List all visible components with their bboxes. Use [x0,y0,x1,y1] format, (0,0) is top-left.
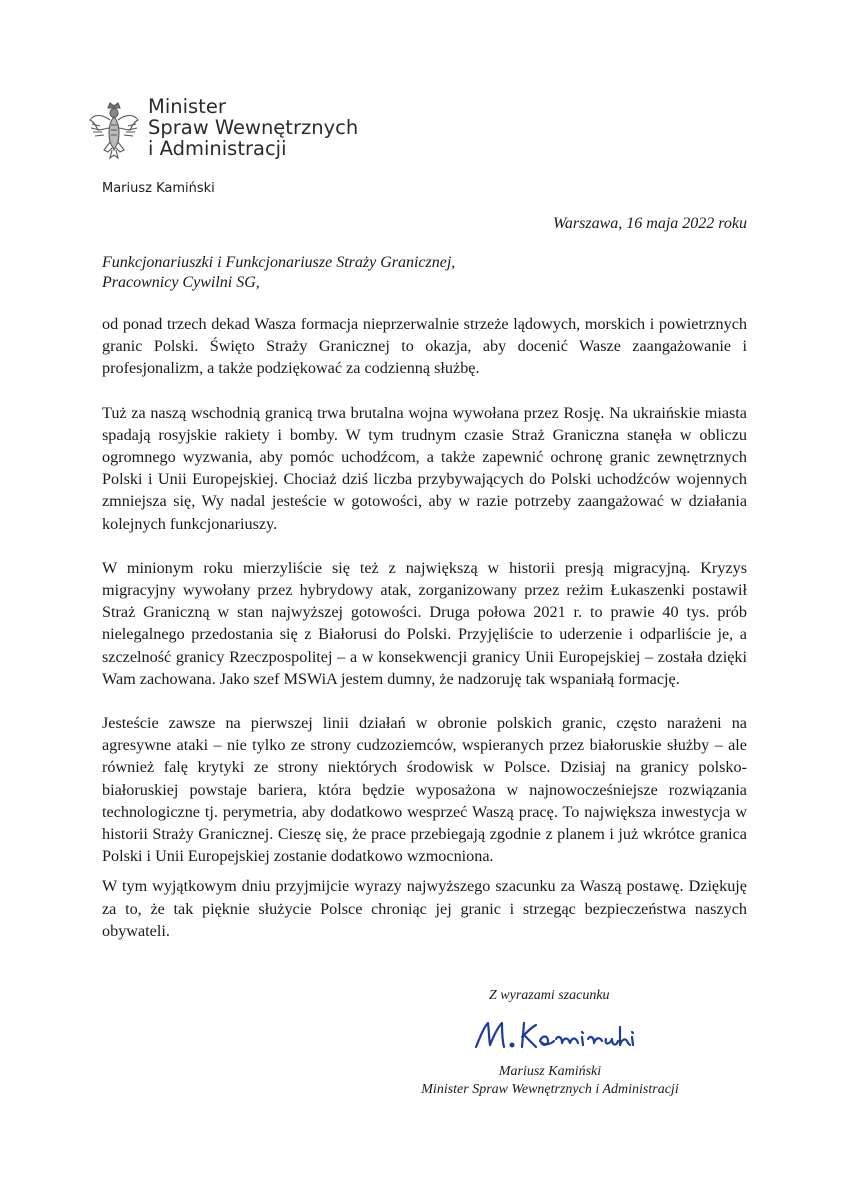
paragraph-3: W minionym roku mierzyliście się też z największą w historii presją migracyjną. Kryzys migracyjny wywołany przez hybrydowy atak, zorganizowany przez reżim Łukaszenki postawił Straż Graniczną w stan najwyższej gotowości. Druga połowa 2021 r. to prawie 40 tys. prób nielegalnego przedostania się z Białorusi do Polski. Przyjęliście to uderzenie i odparliście je, a szczelność granicy Rzeczpospolitej – a w konsekwencji granicy Unii Europejskiej – została dzięki Wam zachowana. Jako szef MSWiA jestem dumny, że nadzoruję tak wspaniałą formację. [102,558,747,688]
paragraph-5: W tym wyjątkowym dniu przyjmijcie wyrazy najwyższego szacunku za Waszą postawę. Dziękuję za to, że tak pięknie służycie Polsce chroniąc jej granic i strzegąc bezpieczeństwa naszych obywateli. [102,877,747,940]
ministry-name [148,96,358,159]
signatory-name: Mariusz Kamiński [498,1064,602,1079]
paragraph-4: Jesteście zawsze na pierwszej linii działań w obronie polskich granic, często narażeni na agresywne ataki – nie tylko ze strony cudzoziemców, wspieranych przez białoruskie służby – ale również falę krytyki ze strony niektórych środowisk w Polsce. Dzisiaj na granicy polsko-białoruskiej powstaje bariera, która będzie wyposażona w najnowocześniejsze rozwiązania technologiczne tj. perymetria, aby dodatkowo wesprzeć Waszą pracę. To największa inwestycja w historii Straży Granicznej. Cieszę się, że prace przebiegają zgodnie z planem i już wkrótce granica Polski i Unii Europejskiej zostanie dodatkowo wzmocniona. [102,714,747,866]
ministry-name-line-2: Spraw Wewnętrznych [148,116,359,139]
salutation-line-2: Pracownicy Cywilni SG, [102,274,260,291]
signatory-title: Minister Spraw Wewnętrznych i Administracji [421,1082,679,1097]
closing-phrase: Z wyrazami szacunku [489,988,610,1003]
ministry-name-line-3: i Administracji [148,137,287,160]
letterhead [88,96,388,166]
paragraph-2: Tuż za naszą wschodnią granicą trwa brutalna wojna wywołana przez Rosję. Na ukraińskie miasta spadają rosyjskie rakiety i bomby. W tym trudnym czasie Straż Graniczna stanęła w obliczu ogromnego wyzwania, aby pomóc uchodźcom, a także zapewnić ochronę granic zewnętrznych Polski i Unii Europejskiej. Chociaż dziś liczba przybywających do Polski uchodźców wojennych zmniejsza się, Wy nadal jesteście w gotowości, aby w razie potrzeby zaangażować w działania kolejnych funkcjonariuszy. [102,403,747,533]
paragraph-1: od ponad trzech dekad Wasza formacja nieprzerwalnie strzeże lądowych, morskich i powietrznych granic Polski. Święto Straży Granicznej to okazja, aby docenić Wasze zaangażowanie i profesjonalizm, a także podziękować za codzienną służbę. [102,315,747,378]
salutation-line-1: Funkcjonariuszki i Funkcjonariusze Straży Granicznej, [102,254,456,271]
salutation [102,253,455,293]
handwritten-signature-icon [470,1015,640,1055]
letter-body [102,313,747,964]
letter-date: Warszawa, 16 maja 2022 roku [553,215,747,232]
author-name: Mariusz Kamiński [102,181,215,196]
ministry-name-line-1: Minister [148,95,226,118]
signature-block [420,1063,680,1099]
eagle-emblem-icon [88,100,140,160]
